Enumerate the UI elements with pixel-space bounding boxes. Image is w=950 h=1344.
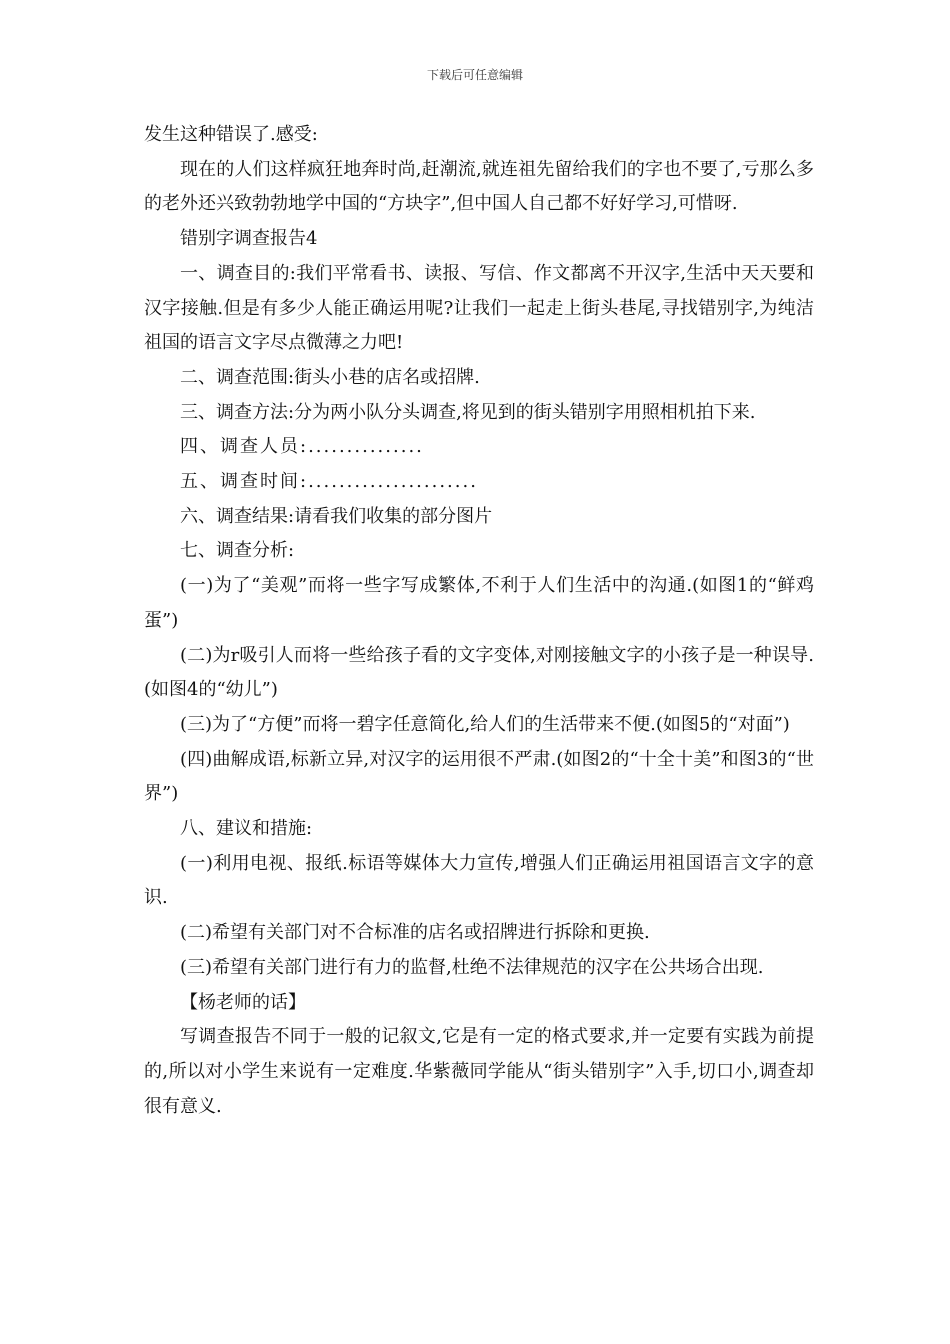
paragraph: (三)为了“方便”而将一碧字任意简化,给人们的生活带来不便.(如图5的“对面”) xyxy=(180,713,790,735)
page-header: 下载后可任意编辑 xyxy=(426,68,523,82)
paragraph: 五、调查时间:...................... xyxy=(180,471,478,493)
paragraph: 二、调查范围:街头小巷的店名或招牌. xyxy=(180,366,480,388)
document-body xyxy=(144,118,814,1124)
paragraph: 四、调查人员:............... xyxy=(180,436,424,458)
paragraph: 六、调查结果:请看我们收集的部分图片 xyxy=(180,505,493,527)
paragraph: 写调查报告不同于一般的记叙文,它是有一定的格式要求,并一定要有实践为前提的,所以对小学生来说有一定难度.华紫薇同学能从“街头错别字”入手,切口小,调查却很有意义. xyxy=(144,1026,814,1117)
paragraph: (一)为了“美观”而将一些字写成繁体,不利于人们生活中的沟通.(如图1的“鲜鸡蛋”) xyxy=(144,575,814,631)
paragraph: 八、建议和措施: xyxy=(180,818,313,840)
paragraph: (二)为r吸引人而将一些给孩子看的文字变体,对刚接触文字的小孩子是一种误导.(如图4的“幼儿”) xyxy=(144,644,814,701)
paragraph: (三)希望有关部门进行有力的监督,杜绝不法律规范的汉字在公共场合出现. xyxy=(180,956,764,978)
section-title: 错别字调查报告4 xyxy=(180,228,318,250)
paragraph: 发生这种错误了.感受: xyxy=(144,124,318,145)
paragraph: 一、调查目的:我们平常看书、读报、写信、作文都离不开汉字,生活中天天要和汉字接触.但是有多少人能正确运用呢?让我们一起走上街头巷尾,寻找错别字,为纯洁祖国的语言文字尽点微薄之力吧! xyxy=(144,262,814,354)
paragraph: 三、调查方法:分为两小队分头调查,将见到的街头错别字用照相机拍下来. xyxy=(180,401,756,423)
paragraph: (四)曲解成语,标新立异,对汉字的运用很不严肃.(如图2的“十全十美”和图3的“世界”) xyxy=(144,748,814,805)
paragraph: 现在的人们这样疯狂地奔时尚,赶潮流,就连祖先留给我们的字也不要了,亏那么多的老外还兴致勃勃地学中国的“方块字”,但中国人自己都不好好学习,可惜呀. xyxy=(144,158,814,215)
paragraph: (一)利用电视、报纸.标语等媒体大力宣传,增强人们正确运用祖国语言文字的意识. xyxy=(144,852,814,909)
paragraph: (二)希望有关部门对不合标准的店名或招牌进行拆除和更换. xyxy=(180,922,650,944)
paragraph: 七、调查分析: xyxy=(180,540,295,562)
paragraph: 【杨老师的话】 xyxy=(180,991,306,1013)
